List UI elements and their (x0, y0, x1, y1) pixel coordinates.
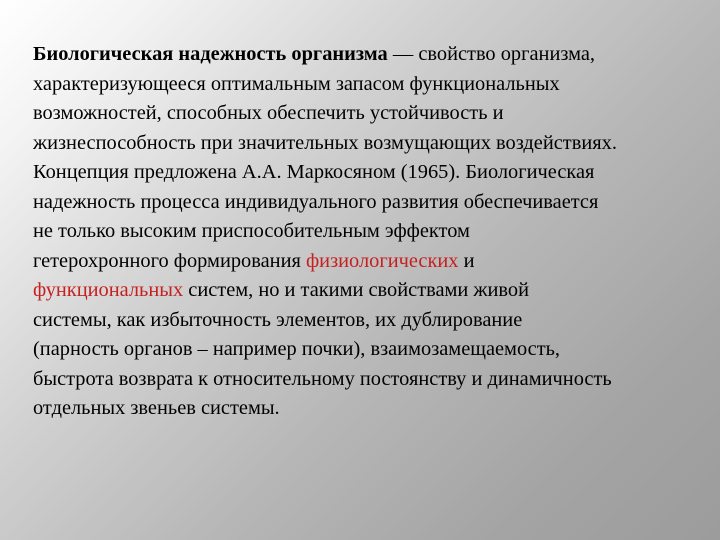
text-line-7: не только высоким приспособительным эффектом (33, 220, 470, 242)
text-line-9 (33, 276, 717, 306)
text-line-11: (парность органов – например почки), взаимозамещаемость, (33, 338, 561, 360)
text-line-2: характеризующееся оптимальным запасом функциональных (33, 72, 560, 95)
text-line-5: Концепция предложена А.А. Маркосяном (1965). Биологическая (33, 161, 595, 183)
link-physiological[interactable]: физиологических (305, 249, 459, 272)
text-line-6: надежность процесса индивидуального развития обеспечивается (33, 190, 599, 213)
line-text-after: и (458, 249, 475, 272)
slide-body-text (33, 40, 717, 424)
text-line-1 (33, 40, 717, 70)
defined-term: Биологическая надежность организма (33, 43, 388, 65)
text-line-12: быстрота возврата к относительному постоянству и динамичность (33, 367, 612, 390)
text-line-13: отдельных звеньев системы. (33, 397, 280, 419)
line-text: гетерохронного формирования (33, 249, 306, 272)
line-text: — свойство организма, (387, 43, 596, 65)
text-line-3: возможностей, способных обеспечить устойчивость и (33, 102, 504, 124)
link-functional[interactable]: функциональных (33, 279, 184, 301)
text-line-10: системы, как избыточность элементов, их дублирование (33, 308, 523, 331)
line-text-after: систем, но и такими свойствами живой (183, 279, 530, 301)
text-line-4: жизнеспособность при значительных возмущающих воздействиях. (33, 131, 617, 154)
text-line-8 (33, 247, 717, 277)
